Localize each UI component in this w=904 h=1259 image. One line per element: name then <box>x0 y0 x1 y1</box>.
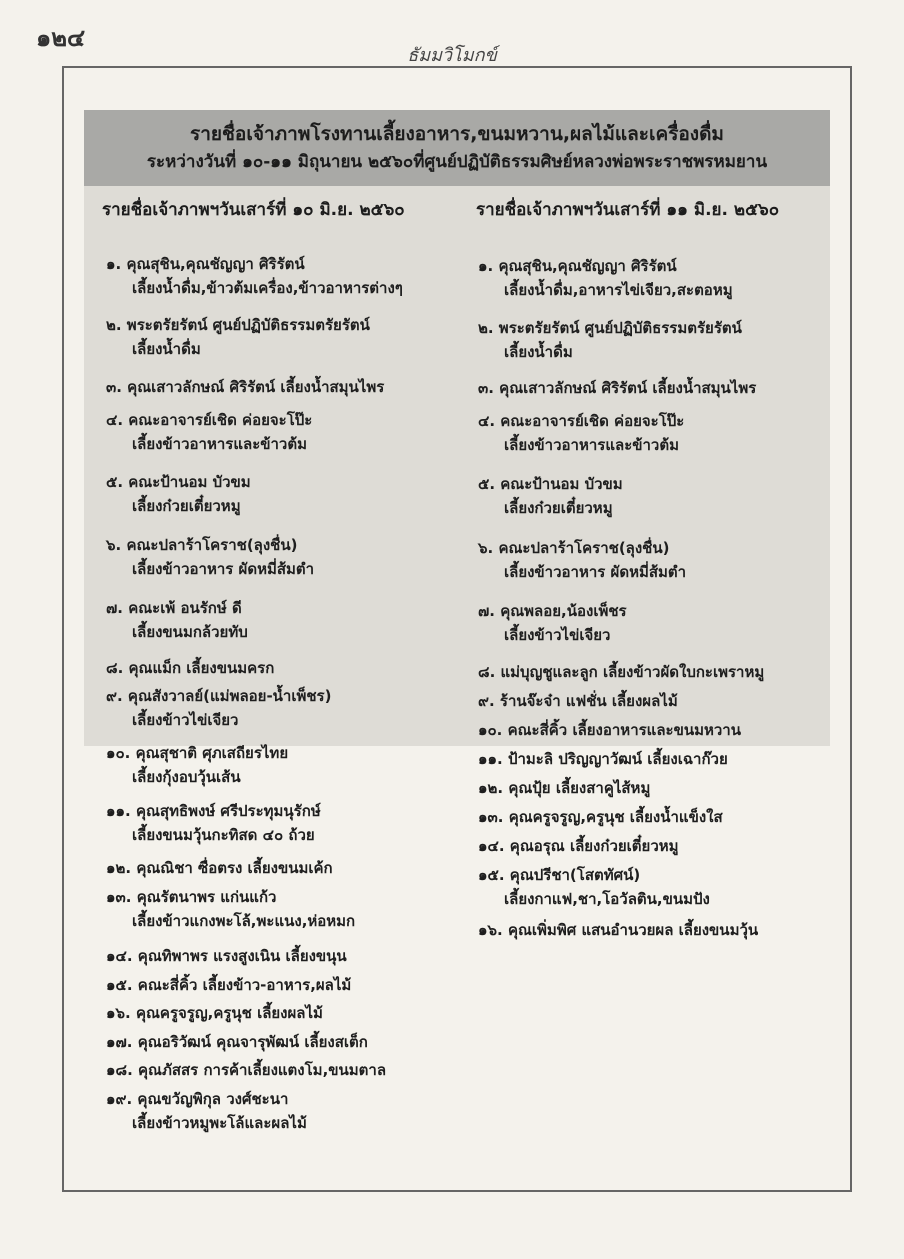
entry-name: ๔. คณะอาจารย์เชิด ค่อยจะโป๊ะ <box>106 411 313 429</box>
entry-name: ๑๒. คุณณิชา ซื่อตรง เลี้ยงขนมเค้ก <box>106 859 333 877</box>
entry-name: ๑๓. คุณครูจรูญ,ครูนุช เลี้ยงน้ำแข็งใส <box>478 808 723 826</box>
entry-detail: เลี้ยงก๋วยเตี๋ยวหมู <box>504 499 613 517</box>
entry-name: ๕. คณะป้านอม บัวขม <box>478 475 623 493</box>
entry-detail: เลี้ยงข้าวอาหารและข้าวต้ม <box>132 435 307 453</box>
entry-name: ๑๗. คุณอริวัฒน์ คุณจารุพัฒน์ เลี้ยงสเต็ก <box>106 1033 368 1051</box>
list-item <box>106 741 288 789</box>
entry-name: ๘. คุณแม็ก เลี้ยงขนมครก <box>106 659 275 677</box>
list-item <box>106 313 370 361</box>
entry-name: ๑๖. คุณครูจรูญ,ครูนุช เลี้ยงผลไม้ <box>106 1004 323 1022</box>
list-item <box>478 776 650 800</box>
entry-detail: เลี้ยงขนมกล้วยทับ <box>132 623 248 641</box>
title-line-1: รายชื่อเจ้าภาพโรงทานเลี้ยงอาหาร,ขนมหวาน,ผลไม้และเครื่องดื่ม <box>190 123 724 145</box>
title-band <box>84 110 830 186</box>
entry-detail: เลี้ยงน้ำดื่ม,อาหารไข่เจียว,สะตอหมู <box>504 281 733 299</box>
entry-name: ๕. คณะป้านอม บัวขม <box>106 473 251 491</box>
list-item <box>106 885 355 933</box>
entry-name: ๔. คณะอาจารย์เชิด ค่อยจะโป๊ะ <box>478 412 685 430</box>
list-item <box>478 536 686 584</box>
entry-name: ๓. คุณเสาวลักษณ์ ศิริรัตน์ เลี้ยงน้ำสมุนไพร <box>478 379 757 397</box>
entry-name: ๑๐. คณะสี่คิ้ว เลี้ยงอาหารและขนมหวาน <box>478 721 741 739</box>
entry-name: ๘. แม่บุญชูและลูก เลี้ยงข้าวผัดใบกะเพราหมู <box>478 663 765 681</box>
list-item <box>106 596 248 644</box>
entry-detail: เลี้ยงข้าวแกงพะโล้,พะแนง,ห่อหมก <box>132 912 356 930</box>
list-item <box>106 684 331 732</box>
entry-name: ๑๑. คุณสุทธิพงษ์ ศรีประทุมนุรักษ์ <box>106 802 321 820</box>
entry-name: ๑. คุณสุชิน,คุณชัญญา ศิริรัตน์ <box>106 255 305 273</box>
list-item <box>106 375 384 399</box>
entry-name: ๗. คณะเพ้ อนรักษ์ ดี <box>106 599 242 617</box>
entry-name: ๙. ร้านจ๊ะจ๋า แฟชั่น เลี้ยงผลไม้ <box>478 692 678 710</box>
left-column-header: รายชื่อเจ้าภาพฯวันเสาร์ที่ ๑๐ มิ.ย. ๒๕๖๐ <box>102 200 405 220</box>
entry-name: ๑๔. คุณทิพาพร แรงสูงเนิน เลี้ยงขนุน <box>106 947 347 965</box>
entry-name: ๗. คุณพลอย,น้องเพ็ชร <box>478 602 627 620</box>
entry-detail: เลี้ยงข้าวไข่เจียว <box>504 626 611 644</box>
list-item <box>478 805 723 829</box>
entry-detail: เลี้ยงน้ำดื่ม <box>132 340 201 358</box>
list-item <box>478 863 710 911</box>
list-item <box>106 1001 323 1025</box>
list-item <box>478 409 684 457</box>
entry-detail: เลี้ยงข้าวไข่เจียว <box>132 711 239 729</box>
entry-name: ๑๓. คุณรัตนาพร แก่นแก้ว <box>106 888 277 906</box>
entry-name: ๒. พระตรัยรัตน์ ศูนย์ปฏิบัติธรรมตรัยรัตน์ <box>106 316 370 334</box>
list-item <box>478 689 678 713</box>
entry-detail: เลี้ยงน้ำดื่ม,ข้าวต้มเครื่อง,ข้าวอาหารต่างๆ <box>132 279 403 297</box>
entry-name: ๑๘. คุณภัสสร การค้าเลี้ยงแตงโม,ขนมตาล <box>106 1061 387 1079</box>
right-column-header: รายชื่อเจ้าภาพฯวันเสาร์ที่ ๑๑ มิ.ย. ๒๕๖๐ <box>476 200 780 220</box>
entry-name: ๑๕. คณะสี่คิ้ว เลี้ยงข้าว-อาหาร,ผลไม้ <box>106 976 352 994</box>
page-number: ๑๒๔ <box>36 24 86 52</box>
entry-name: ๖. คณะปลาร้าโคราช(ลุงชื่น) <box>106 536 298 554</box>
list-item <box>106 799 321 847</box>
list-item <box>106 856 333 880</box>
entry-detail: เลี้ยงน้ำดื่ม <box>504 343 573 361</box>
list-item <box>478 660 764 684</box>
entry-detail: เลี้ยงกาแฟ,ชา,โอวัลติน,ขนมปัง <box>504 890 710 908</box>
list-item <box>106 252 403 300</box>
list-item <box>106 973 351 997</box>
entry-detail: เลี้ยงข้าวหมูพะโล้และผลไม้ <box>132 1114 307 1132</box>
title-line-2: ระหว่างวันที่ ๑๐-๑๑ มิถุนายน ๒๕๖๐ที่ศูนย์ปฏิบัติธรรมศิษย์หลวงพ่อพระราชพรหมยาน <box>146 152 768 172</box>
entry-detail: เลี้ยงข้าวอาหาร ผัดหมี่ส้มตำ <box>132 560 315 578</box>
entry-name: ๑๔. คุณอรุณ เลี้ยงก๋วยเตี๋ยวหมู <box>478 837 679 855</box>
entry-detail: เลี้ยงข้าวอาหาร ผัดหมี่ส้มตำ <box>504 563 687 581</box>
list-item <box>478 834 679 858</box>
list-item <box>106 1058 386 1082</box>
list-item <box>478 376 756 400</box>
list-item <box>478 747 728 771</box>
list-item <box>478 472 623 520</box>
running-header: ธัมมวิโมกข์ <box>407 45 497 66</box>
list-item <box>478 718 741 742</box>
list-item <box>106 470 251 518</box>
entry-name: ๑๖. คุณเพิ่มพิศ แสนอำนวยผล เลี้ยงขนมวุ้น <box>478 921 759 939</box>
list-item <box>106 408 312 456</box>
entry-detail: เลี้ยงข้าวอาหารและข้าวต้ม <box>504 436 679 454</box>
entry-name: ๖. คณะปลาร้าโคราช(ลุงชื่น) <box>478 539 670 557</box>
list-item <box>106 944 347 968</box>
entry-name: ๒. พระตรัยรัตน์ ศูนย์ปฏิบัติธรรมตรัยรัตน์ <box>478 319 742 337</box>
list-item <box>478 599 627 647</box>
entry-name: ๑๕. คุณปรีชา(โสตทัศน์) <box>478 866 641 884</box>
entry-name: ๑. คุณสุชิน,คุณชัญญา ศิริรัตน์ <box>478 257 677 275</box>
entry-name: ๙. คุณสังวาลย์(แม่พลอย-น้ำเพ็ชร) <box>106 687 332 705</box>
entry-detail: เลี้ยงขนมวุ้นกะทิสด ๔๐ ถ้วย <box>132 826 315 844</box>
list-item <box>106 533 314 581</box>
list-item <box>106 656 274 680</box>
entry-name: ๑๒. คุณปุ้ย เลี้ยงสาคูไส้หมู <box>478 779 651 797</box>
entry-name: ๑๐. คุณสุชาติ ศุภเสถียรไทย <box>106 744 289 762</box>
list-item <box>478 254 733 302</box>
list-item <box>478 316 742 364</box>
entry-name: ๓. คุณเสาวลักษณ์ ศิริรัตน์ เลี้ยงน้ำสมุนไพร <box>106 378 385 396</box>
entry-detail: เลี้ยงกุ้งอบวุ้นเส้น <box>132 768 241 786</box>
entry-detail: เลี้ยงก๋วยเตี๋ยวหมู <box>132 497 241 515</box>
entry-name: ๑๑. ป้ามะลิ ปริญญาวัฒน์ เลี้ยงเฉาก๊วย <box>478 750 728 768</box>
list-item <box>478 918 758 942</box>
list-item <box>106 1087 307 1135</box>
entry-name: ๑๙. คุณขวัญพิกุล วงศ์ชะนา <box>106 1090 289 1108</box>
list-item <box>106 1030 368 1054</box>
